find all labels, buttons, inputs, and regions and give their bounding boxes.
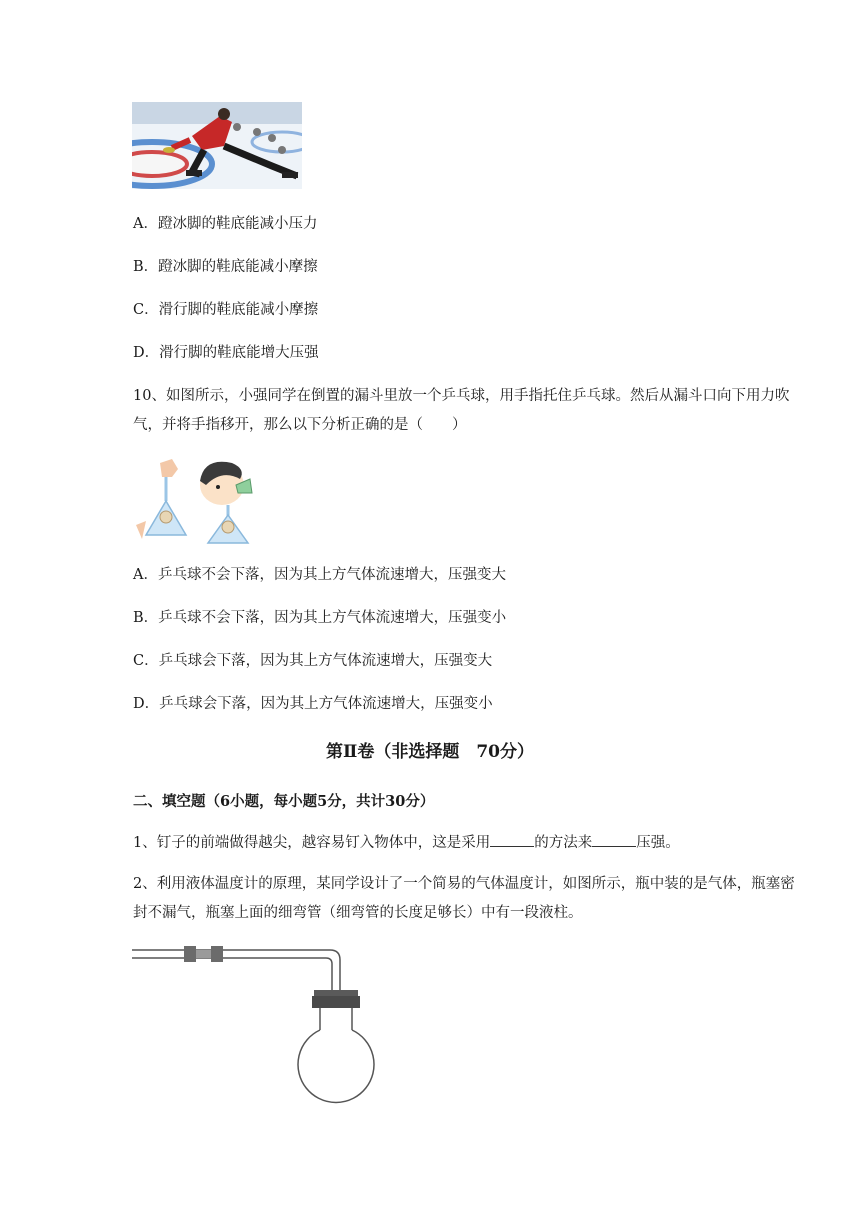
answer-blank[interactable] (490, 832, 534, 847)
q10-stem: 10、如图所示，小强同学在倒置的漏斗里放一个乒乓球，用手指托住乒乓球。然后从漏斗口向下用力吹气，并将手指移开，那么以下分析正确的是（ ） (133, 388, 790, 433)
q10-option-a: A．乒乓球不会下落，因为其上方气体流速增大，压强变大 (133, 567, 506, 583)
q10-option-c: C．乒乓球会下落，因为其上方气体流速增大，压强变大 (133, 653, 493, 669)
q10-option-d: D．乒乓球会下落，因为其上方气体流速增大，压强变小 (133, 696, 493, 712)
part2-title: 第Ⅱ卷（非选择题 70分） (326, 742, 534, 762)
gas-thermometer-diagram (130, 940, 390, 1110)
q9-option-b: B．蹬冰脚的鞋底能减小摩擦 (133, 259, 318, 275)
section-heading: 二、填空题（6小题，每小题5分，共计30分） (133, 793, 435, 810)
answer-blank[interactable] (592, 832, 636, 847)
fill1-part-c: 压强。 (636, 835, 680, 851)
funnel-illustration (132, 455, 272, 545)
fill1-part-b: 的方法来 (534, 835, 593, 851)
q9-option-c: C．滑行脚的鞋底能减小摩擦 (133, 302, 319, 318)
fill1-part-a: 1、钉子的前端做得越尖，越容易钉入物体中，这是采用 (133, 835, 491, 851)
q10-option-b: B．乒乓球不会下落，因为其上方气体流速增大，压强变小 (133, 610, 507, 626)
fill-question-1 (133, 832, 680, 853)
fill-question-2: 2、利用液体温度计的原理，某同学设计了一个简易的气体温度计，如图所示，瓶中装的是气体，瓶塞密封不漏气，瓶塞上面的细弯管（细弯管的长度足够长）中有一段液柱。 (133, 876, 795, 921)
q9-option-a: A．蹬冰脚的鞋底能减小压力 (133, 216, 318, 232)
curling-photo (132, 102, 302, 189)
q9-option-d: D．滑行脚的鞋底能增大压强 (133, 345, 319, 361)
